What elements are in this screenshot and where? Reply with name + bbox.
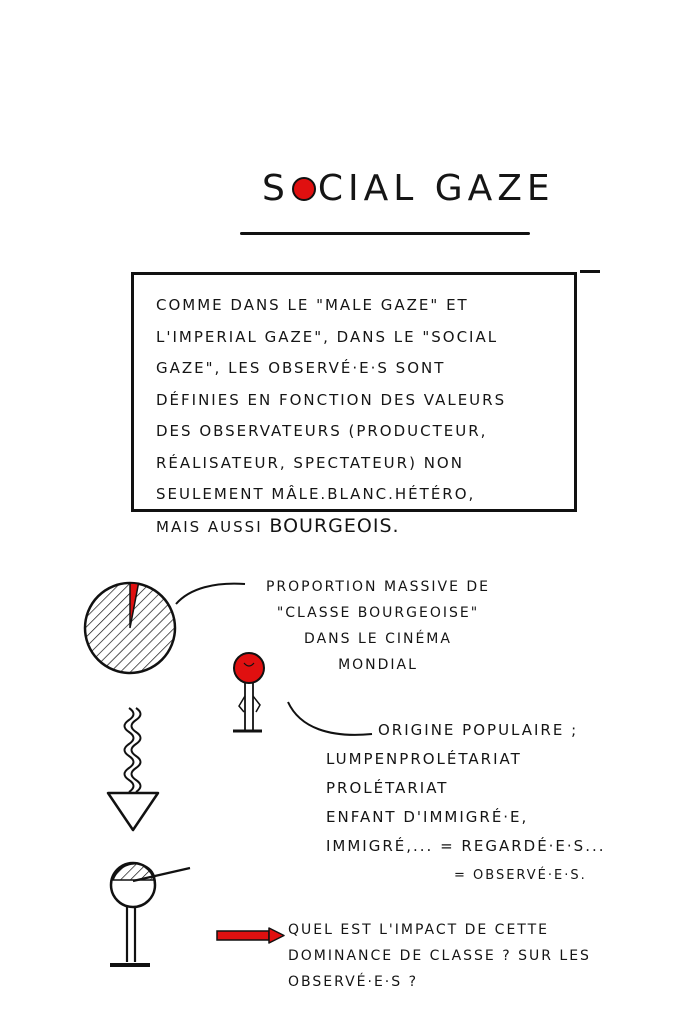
intro-line: SEULEMENT MÂLE.BLANC.HÉTÉRO,: [156, 485, 476, 503]
title-text-start: S: [262, 168, 290, 209]
origin-line: ENFANT D'IMMIGRÉ·E,: [326, 808, 529, 826]
pie-chart-doodle: [85, 583, 175, 673]
pie-annotation-line: DANS LE CINÉMA: [304, 631, 452, 647]
title-text-end: CIAL GAZE: [317, 168, 555, 209]
intro-emphasis-bourgeois: BOURGEOIS.: [269, 514, 400, 537]
intro-line: DÉFINIES EN FONCTION DES VALEURS: [156, 390, 507, 409]
pie-annotation-line: PROPORTION MASSIVE DE: [265, 579, 491, 595]
intro-line: DES OBSERVATEURS (PRODUCTEUR,: [156, 422, 488, 440]
observer-figure-icon: [110, 863, 190, 965]
origin-line: IMMIGRÉ,... = REGARDÉ·E·S...: [326, 837, 606, 855]
question-line: QUEL EST L'IMPACT DE CETTE: [288, 922, 550, 938]
intro-line: MAIS AUSSI: [156, 517, 263, 536]
intro-line: L'IMPERIAL GAZE", DANS LE "SOCIAL: [156, 327, 499, 346]
origin-line: = OBSERVÉ·E·S.: [454, 868, 587, 883]
red-arrow-icon: [217, 928, 284, 943]
pie-pointer-line: [176, 584, 245, 604]
intro-line: COMME DANS LE "MALE GAZE" ET: [156, 296, 469, 314]
pie-annotation: [248, 574, 508, 678]
intro-line: GAZE", LES OBSERVÉ·E·S SONT: [156, 359, 446, 377]
pie-annotation-line: MONDIAL: [338, 657, 418, 673]
origin-annotation: [326, 716, 606, 890]
origin-line: ORIGINE POPULAIRE ;: [378, 721, 579, 739]
closing-question: [288, 917, 591, 995]
question-line: OBSERVÉ·E·S ?: [288, 974, 419, 990]
origin-line: LUMPENPROLÉTARIAT: [326, 750, 522, 768]
intro-line: RÉALISATEUR, SPECTATEUR) NON: [156, 453, 464, 472]
question-line: DOMINANCE DE CLASSE ? SUR LES: [288, 948, 591, 964]
pie-annotation-line: "CLASSE BOURGEOISE": [276, 605, 480, 621]
origin-line: PROLÉTARIAT: [326, 779, 449, 797]
down-arrow-icon: [108, 708, 158, 830]
